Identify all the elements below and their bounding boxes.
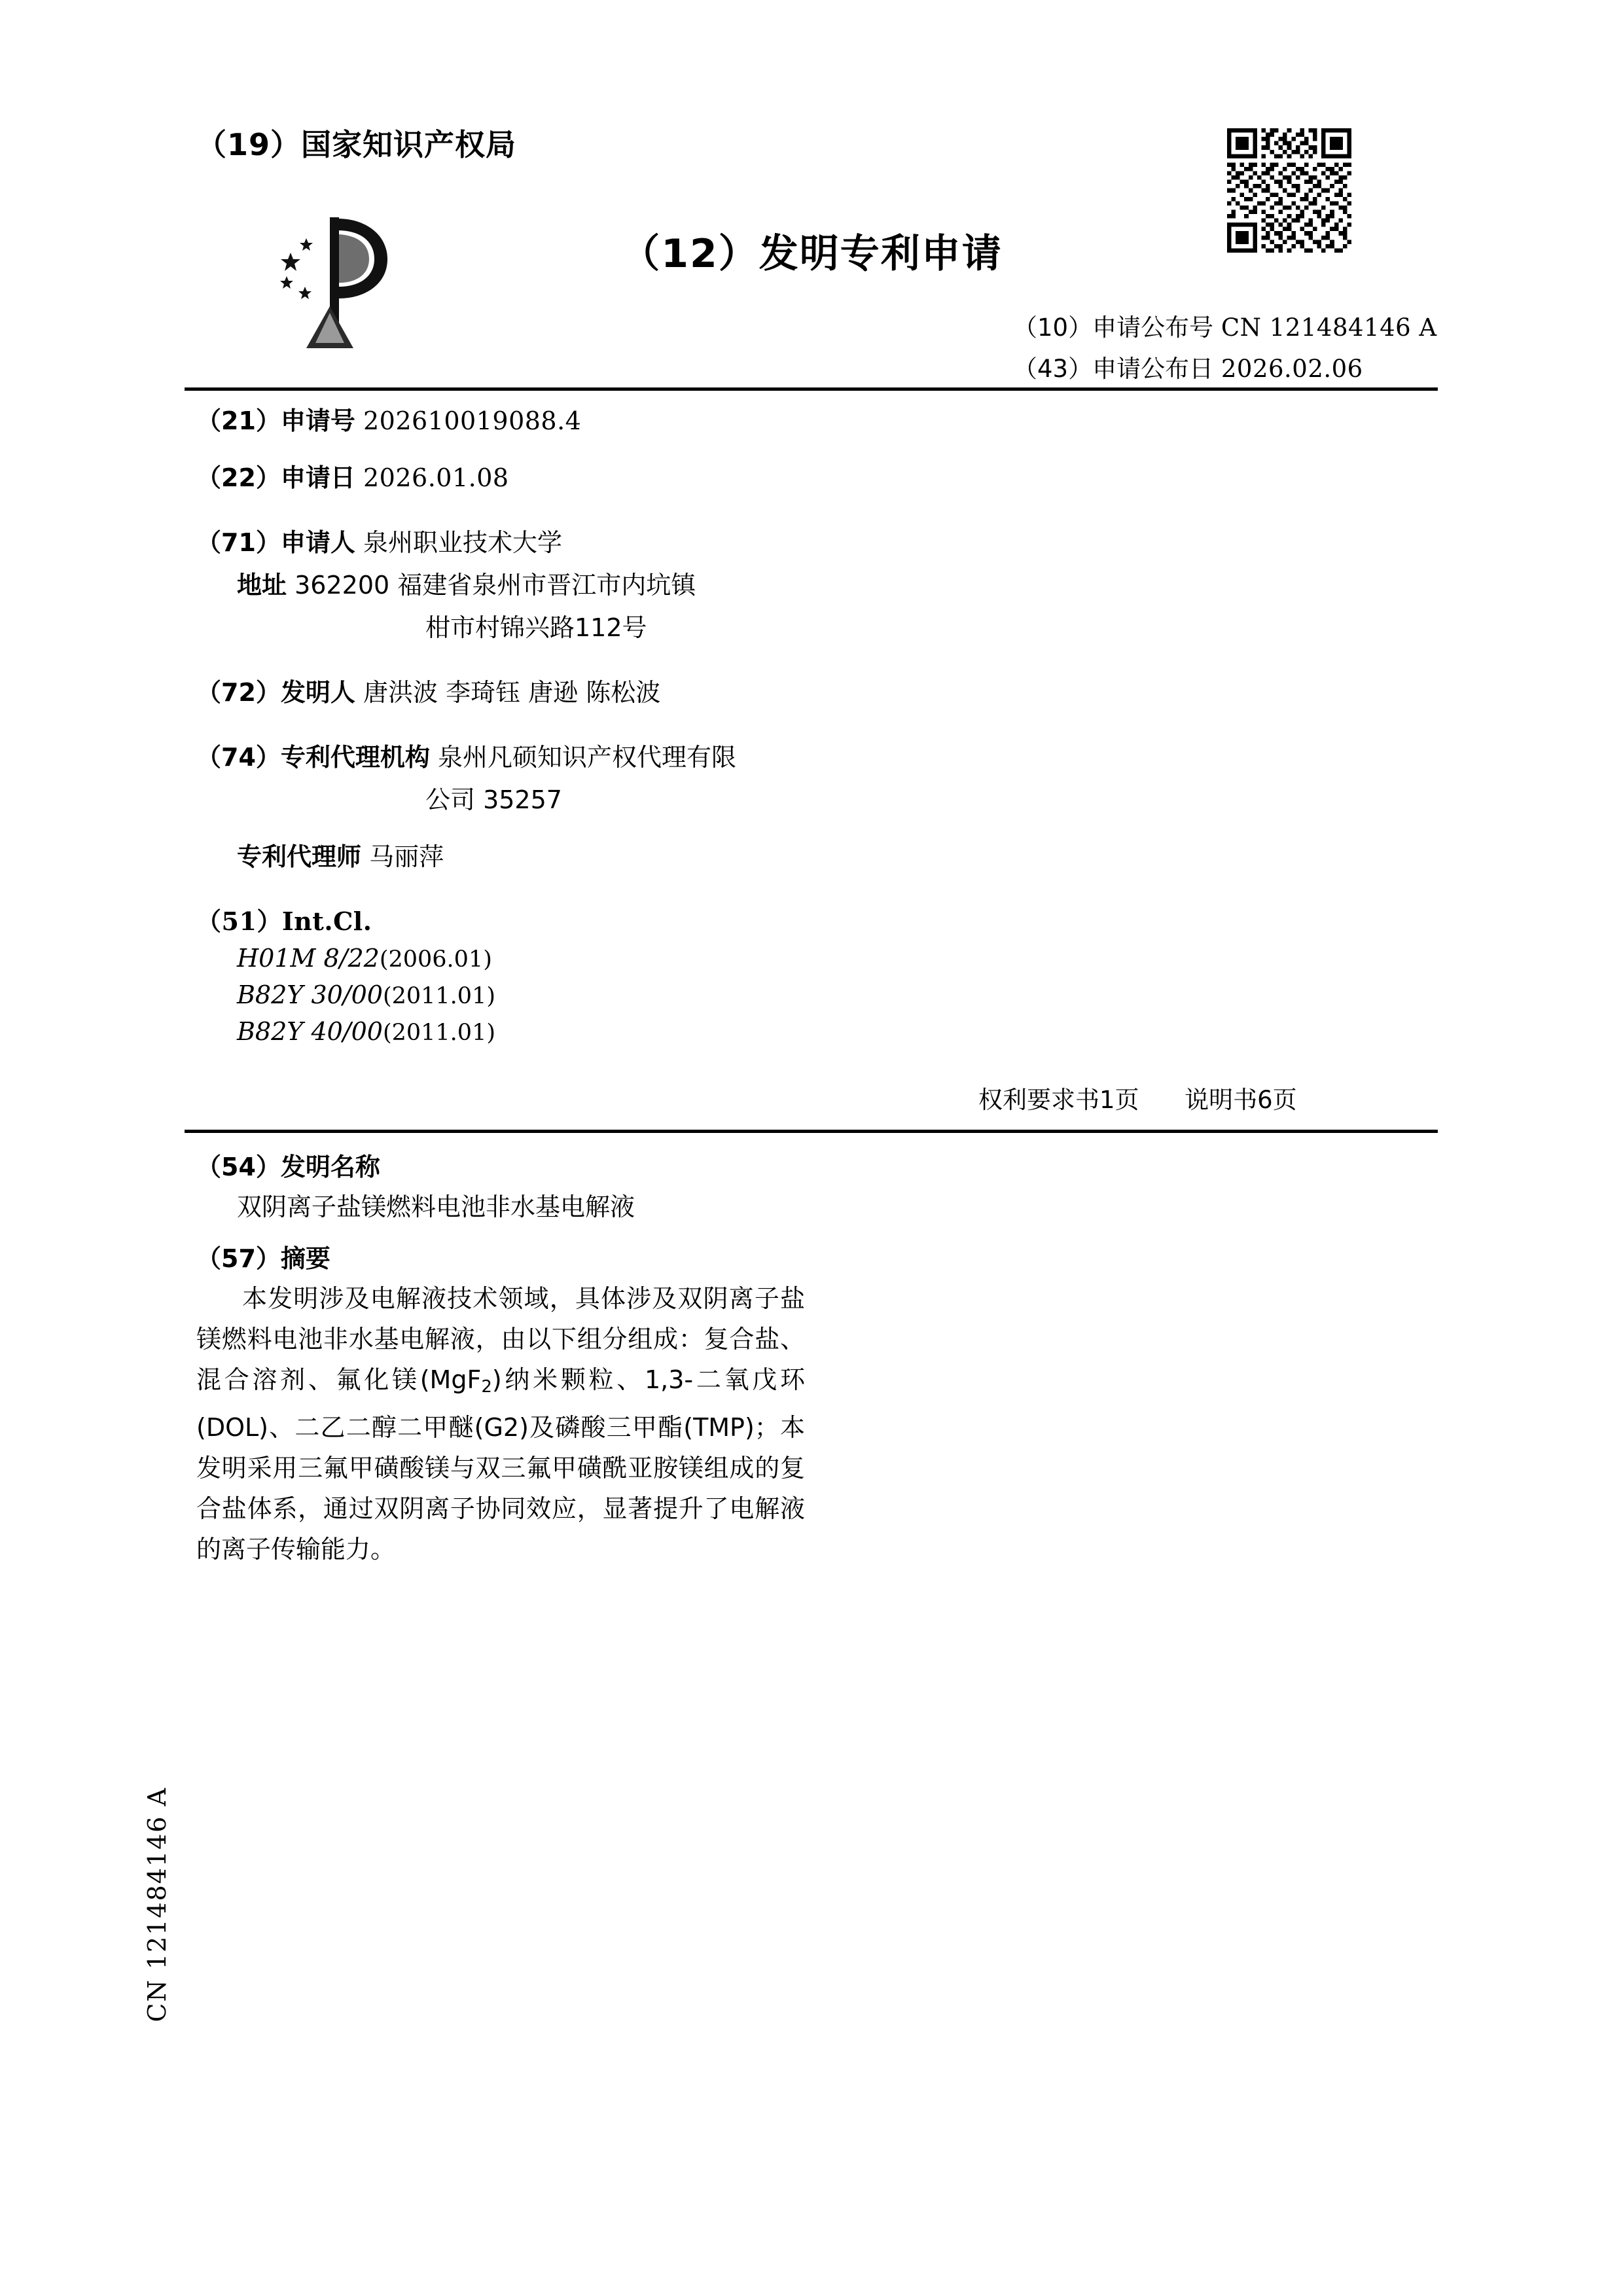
applicant-row (196, 522, 1440, 558)
address-row-1 (196, 565, 1440, 601)
side-publication-code: CN 121484146 A (143, 1787, 171, 2022)
intcl-version-3: (2011.01) (382, 1020, 495, 1046)
intcl-code-1: H01M 8/22 (237, 944, 380, 973)
application-date-row (196, 457, 1440, 493)
publication-number-label: （10）申请公布号 (1013, 314, 1214, 342)
inventor-label: （72）发明人 (196, 678, 355, 707)
application-number-label: （21）申请号 (196, 406, 355, 435)
invention-title: 双阴离子盐镁燃料电池非水基电解液 (237, 1193, 635, 1221)
publication-number-value: CN 121484146 A (1221, 314, 1437, 342)
address-row-2 (196, 607, 1440, 643)
page-counts (978, 1080, 1297, 1115)
applicant-label: （71）申请人 (196, 528, 355, 557)
agent-value: 马丽萍 (369, 842, 444, 871)
abstract-divider (185, 1130, 1438, 1133)
publication-date-value: 2026.02.06 (1221, 355, 1363, 383)
abstract-subscript: 2 (481, 1377, 492, 1397)
application-date-label: （22）申请日 (196, 463, 355, 492)
application-date-value: 2026.01.08 (363, 463, 509, 492)
application-number-value: 202610019088.4 (363, 406, 582, 435)
intcl-version-1: (2006.01) (379, 946, 492, 973)
inventor-values: 唐洪波 李琦钰 唐逊 陈松波 (363, 678, 661, 707)
claims-page-count: 权利要求书1页 (978, 1086, 1139, 1114)
abstract-text (196, 1278, 805, 1570)
agency-row-2 (196, 780, 1440, 816)
publication-date-label: （43）申请公布日 (1013, 355, 1214, 383)
agent-row (196, 836, 1440, 872)
intcl-entry-3 (196, 1017, 1440, 1046)
inventor-row (196, 672, 1440, 708)
document-type-title: （12）发明专利申请 (620, 231, 1003, 277)
bibliographic-block (196, 401, 1440, 1054)
header-divider (185, 387, 1438, 391)
agency-row (196, 737, 1440, 773)
agency-label: （74）专利代理机构 (196, 743, 430, 772)
abstract-part-1: 本发明涉及电解液技术领域，具体涉及双阴离子盐镁燃料电池非水基电解液，由以下组分组成：复合盐、混合溶剂、氟化镁(MgF (196, 1284, 805, 1394)
abstract-block (196, 1147, 851, 1570)
agency-name-line-2: 公司 35257 (425, 785, 562, 814)
publication-number-line (1013, 308, 1437, 343)
abstract-part-2: )纳米颗粒、1,3-二氧戊环(DOL)、二乙二醇二甲醚(G2)及磷酸三甲酯(TMP)；本发明采用三氟甲磺酸镁与双三氟甲磺酰亚胺镁组成的复合盐体系，通过双阴离子协同效应，显著提升了电解液的离子传输能力。 (196, 1365, 805, 1564)
applicant-value: 泉州职业技术大学 (363, 528, 562, 557)
abstract-label: （57）摘要 (196, 1244, 330, 1273)
intcl-version-2: (2011.01) (382, 983, 495, 1009)
invention-title-label: （54）发明名称 (196, 1153, 380, 1181)
application-number-row (196, 401, 1440, 437)
intcl-entry-1 (196, 944, 1440, 973)
intcl-row (196, 901, 1440, 937)
intcl-code-2: B82Y 30/00 (237, 980, 383, 1009)
publication-date-line (1013, 349, 1363, 384)
issuing-office: （19）国家知识产权局 (196, 127, 517, 162)
agent-label: 专利代理师 (237, 842, 362, 871)
address-line-1: 362200 福建省泉州市晋江市内坑镇 (294, 571, 696, 600)
description-page-count: 说明书6页 (1185, 1086, 1297, 1114)
address-line-2: 柑市村锦兴路112号 (425, 613, 647, 642)
intcl-entry-2 (196, 980, 1440, 1009)
address-label: 地址 (237, 571, 287, 600)
agency-name-line-1: 泉州凡硕知识产权代理有限 (437, 743, 736, 772)
intcl-code-3: B82Y 40/00 (237, 1017, 383, 1046)
intcl-label: （51）Int.Cl. (196, 906, 372, 936)
